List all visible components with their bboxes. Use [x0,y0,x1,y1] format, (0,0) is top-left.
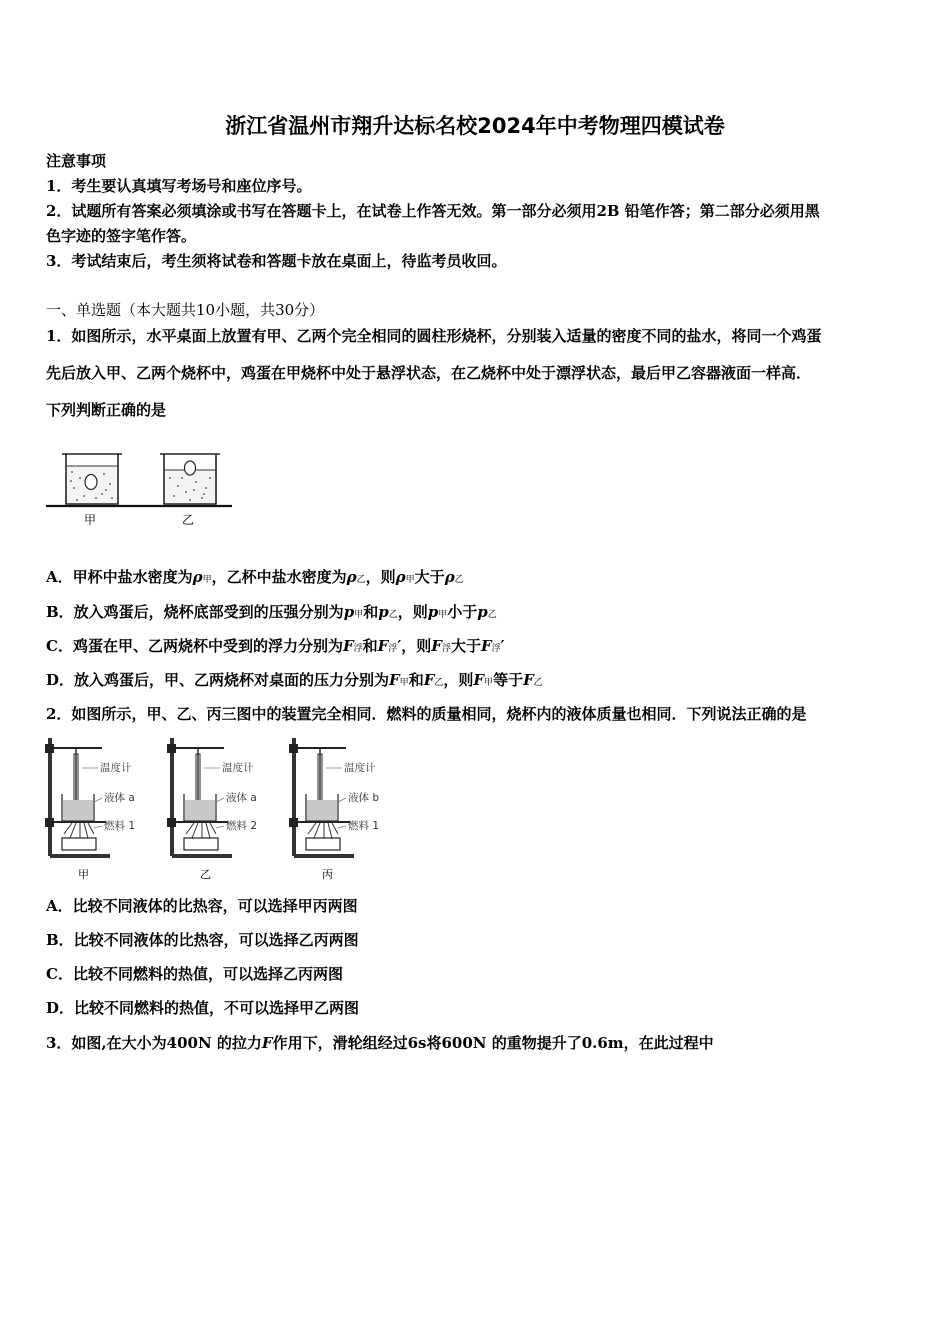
symbol-f: F [389,671,400,689]
subscript: 甲 [484,678,494,688]
option-text: ，则 [443,671,474,689]
symbol-p: p [477,603,488,621]
symbol-rho: ρ [444,568,455,586]
exam-title: 浙江省温州市翔升达标名校2024年中考物理四模试卷 [225,114,725,138]
q2-option-a[interactable]: A．比较不同液体的比热容，可以选择甲丙两图 [46,897,358,915]
option-text: 大于 [450,637,481,655]
option-text: 大于 [414,568,445,586]
caption-yi: 乙 [200,868,211,881]
symbol-rho: ρ [395,568,406,586]
q2-option-d[interactable]: D．比较不同燃料的热值，不可以选择甲乙两图 [46,999,360,1017]
q2-option-b[interactable]: B．比较不同液体的比热容，可以选择乙丙两图 [46,931,359,949]
q1-stem-line-2: 先后放入甲、乙两个烧杯中，鸡蛋在甲烧杯中处于悬浮状态，在乙烧杯中处于漂浮状态，最后甲乙容器液面一样高． [46,364,812,382]
section-heading: 一、单选题（本大题共10小题，共30分） [46,301,325,319]
subscript: 乙 [487,610,497,620]
subscript: 浮 [441,644,451,654]
setup-jia [45,738,135,881]
prime-mark: ′ [500,637,505,655]
q1-stem-line-3: 下列判断正确的是 [46,401,167,419]
label-liquid: 液体 a [104,792,135,804]
symbol-rho: ρ [192,568,203,586]
symbol-f: F [342,637,354,655]
q1-fig-label-jia: 甲 [84,513,97,527]
q1-option-c[interactable] [46,635,908,660]
q1-beakers-figure [44,448,236,530]
subscript: 甲 [202,575,212,585]
subscript: 乙 [434,678,444,688]
option-text: ，则 [365,568,396,586]
symbol-f: F [523,671,534,689]
label-thermometer: 温度计 [222,762,254,774]
subscript: 浮 [491,644,501,654]
prime-mark: ′ [397,637,402,655]
q1-option-a[interactable] [46,566,908,591]
subscript: 甲 [405,575,415,585]
subscript: 乙 [454,575,464,585]
subscript: 浮 [353,644,363,654]
option-text: ，乙杯中盐水密度为 [211,568,347,586]
notice-item-3: 3．考试结束后，考生须将试卷和答题卡放在桌面上，待监考员收回。 [46,252,507,270]
label-liquid: 液体 b [348,792,380,804]
q2-apparatus-figure [42,734,402,884]
setup-yi [167,738,257,881]
subscript: 甲 [438,610,448,620]
q1-option-b[interactable] [46,601,908,626]
option-text: 等于 [493,671,524,689]
label-fuel: 燃料 1 [104,820,136,832]
symbol-rho: ρ [346,568,357,586]
label-fuel: 燃料 1 [348,820,380,832]
option-text: ，则 [397,603,428,621]
subscript: 乙 [533,678,543,688]
beaker-yi [160,454,220,504]
q1-option-d[interactable] [46,669,908,694]
option-text: 和 [362,637,378,655]
option-text: D．放入鸡蛋后，甲、乙两烧杯对桌面的压力分别为 [46,671,390,689]
option-text: ，则 [401,637,432,655]
notice-item-1: 1．考生要认真填写考场号和座位序号。 [46,177,312,195]
option-text: 和 [363,603,379,621]
caption-bing: 丙 [322,868,333,881]
symbol-f: F [431,637,442,655]
option-text: A．甲杯中盐水密度为 [46,568,193,586]
q1-fig-label-yi: 乙 [182,513,195,527]
q1-stem-line-1: 1．如图所示，水平桌面上放置有甲、乙两个完全相同的圆柱形烧杯，分别装入适量的密度不同的盐水，将同一个鸡蛋 [46,327,822,345]
symbol-f: F [423,671,435,689]
notice-item-2: 2．试题所有答案必须填涂或书写在答题卡上，在试卷上作答无效。第一部分必须用2B 铅笔作答；第二部分必须用黑 [46,202,820,220]
q2-stem: 2．如图所示，甲、乙、丙三图中的装置完全相同．燃料的质量相同，烧杯内的液体质量也相同．下列说法正确的是 [46,705,807,723]
symbol-f: F [261,1034,273,1052]
label-fuel: 燃料 2 [226,820,258,832]
q3-text: 3．如图,在大小为400N 的拉力 [46,1034,262,1052]
label-thermometer: 温度计 [344,762,376,774]
notice-heading: 注意事项 [46,152,107,170]
symbol-f: F [377,637,389,655]
label-liquid: 液体 a [226,792,257,804]
label-thermometer: 温度计 [100,762,132,774]
egg-jia [85,475,97,490]
q3-stem [46,1032,908,1054]
subscript: 甲 [354,610,364,620]
option-text: 和 [408,671,424,689]
option-text: 小于 [447,603,478,621]
symbol-p: p [427,603,439,621]
notice-item-2-cont: 色字迹的签字笔作答。 [46,227,197,245]
subscript: 甲 [399,678,409,688]
symbol-f: F [473,671,485,689]
option-text: B．放入鸡蛋后，烧杯底部受到的压强分别为 [46,603,344,621]
caption-jia: 甲 [78,868,89,881]
symbol-p: p [378,603,389,621]
setup-bing [289,738,379,881]
option-text: C．鸡蛋在甲、乙两烧杯中受到的浮力分别为 [46,637,343,655]
egg-yi [185,461,196,475]
beaker-jia [62,454,122,504]
subscript: 乙 [388,610,398,620]
q2-option-c[interactable]: C．比较不同燃料的热值，可以选择乙丙两图 [46,965,343,983]
symbol-f: F [480,637,492,655]
q3-text: 作用下，滑轮组经过6s将600N 的重物提升了0.6m，在此过程中 [272,1034,714,1052]
symbol-p: p [343,603,355,621]
subscript: 浮 [388,644,398,654]
subscript: 乙 [356,575,366,585]
